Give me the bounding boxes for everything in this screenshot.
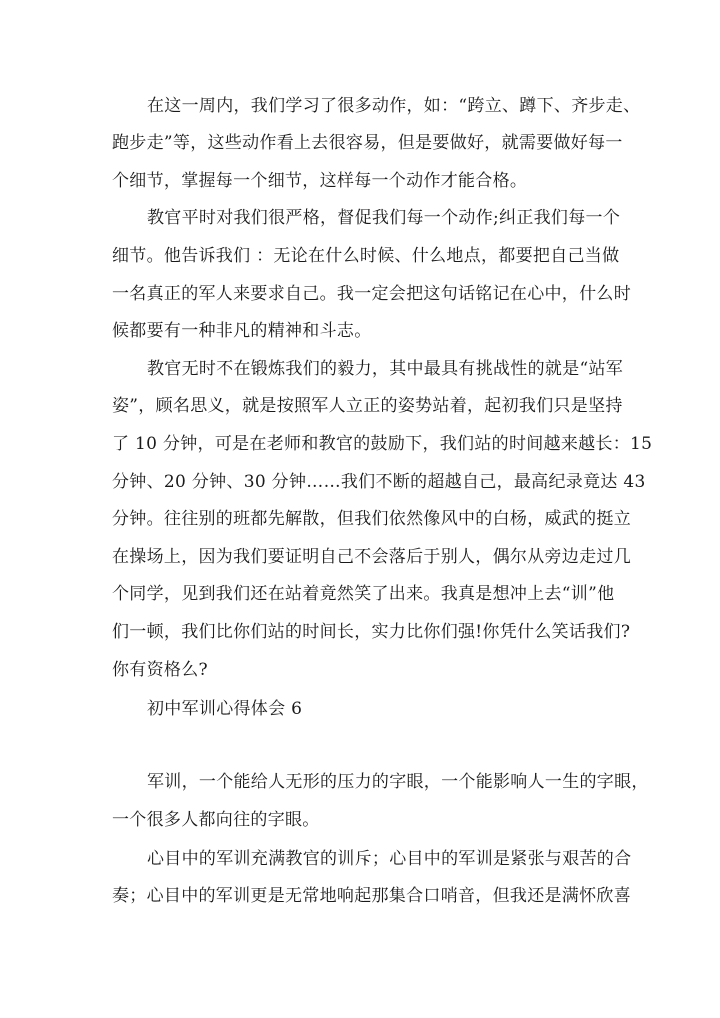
paragraph-3-line-4: 分钟、20 分钟、30 分钟……我们不断的超越自己，最高纪录竟达 43	[112, 472, 646, 492]
paragraph-3-line-3: 了 10 分钟，可是在老师和教官的鼓励下，我们站的时间越来越长：15	[112, 434, 653, 454]
paragraph-3-line-9: 你有资格么?	[112, 660, 208, 680]
paragraph-5-line-1: 心目中的军训充满教官的训斥；心目中的军训是紧张与艰苦的合	[147, 849, 632, 869]
paragraph-3-line-1: 教官无时不在锻炼我们的毅力，其中最具有挑战性的就是“站军	[147, 359, 624, 379]
paragraph-3-line-6: 在操场上，因为我们要证明自己不会落后于别人，偶尔从旁边走过几	[112, 547, 631, 567]
paragraph-5-line-2: 奏；心目中的军训更是无常地响起那集合口哨音，但我还是满怀欣喜	[112, 886, 631, 906]
paragraph-3-line-2: 姿”，顾名思义，就是按照军人立正的姿势站着，起初我们只是坚持	[112, 396, 623, 416]
paragraph-2-line-1: 教官平时对我们很严格，督促我们每一个动作;纠正我们每一个	[147, 208, 621, 228]
section-heading: 初中军训心得体会 6	[147, 699, 303, 719]
paragraph-3-line-8: 们一顿，我们比你们站的时间长，实力比你们强!你凭什么笑话我们?	[112, 622, 631, 642]
paragraph-2-line-3: 一名真正的军人来要求自己。我一定会把这句话铭记在心中，什么时	[112, 284, 631, 304]
paragraph-1-line-2: 跑步走”等，这些动作看上去很容易，但是要做好，就需要做好每一	[112, 133, 623, 153]
paragraph-4-line-1: 军训，一个能给人无形的压力的字眼，一个能影响人一生的字眼，	[147, 772, 649, 792]
paragraph-3-line-5: 分钟。往往别的班都先解散，但我们依然像风中的白杨，威武的挺立	[112, 509, 631, 529]
paragraph-3-line-7: 个同学，见到我们还在站着竟然笑了出来。我真是想冲上去“训”他	[112, 584, 615, 604]
paragraph-1-line-1: 在这一周内，我们学习了很多动作，如：“跨立、蹲下、齐步走、	[147, 96, 641, 116]
paragraph-4-line-2: 一个很多人都向往的字眼。	[112, 810, 320, 830]
paragraph-2-line-4: 候都要有一种非凡的精神和斗志。	[112, 321, 372, 341]
paragraph-2-line-2: 细节。他告诉我们 ：无论在什么时候、什么地点，都要把自己当做	[112, 246, 620, 266]
paragraph-1-line-3: 个细节，掌握每一个细节，这样每一个动作才能合格。	[112, 171, 528, 191]
